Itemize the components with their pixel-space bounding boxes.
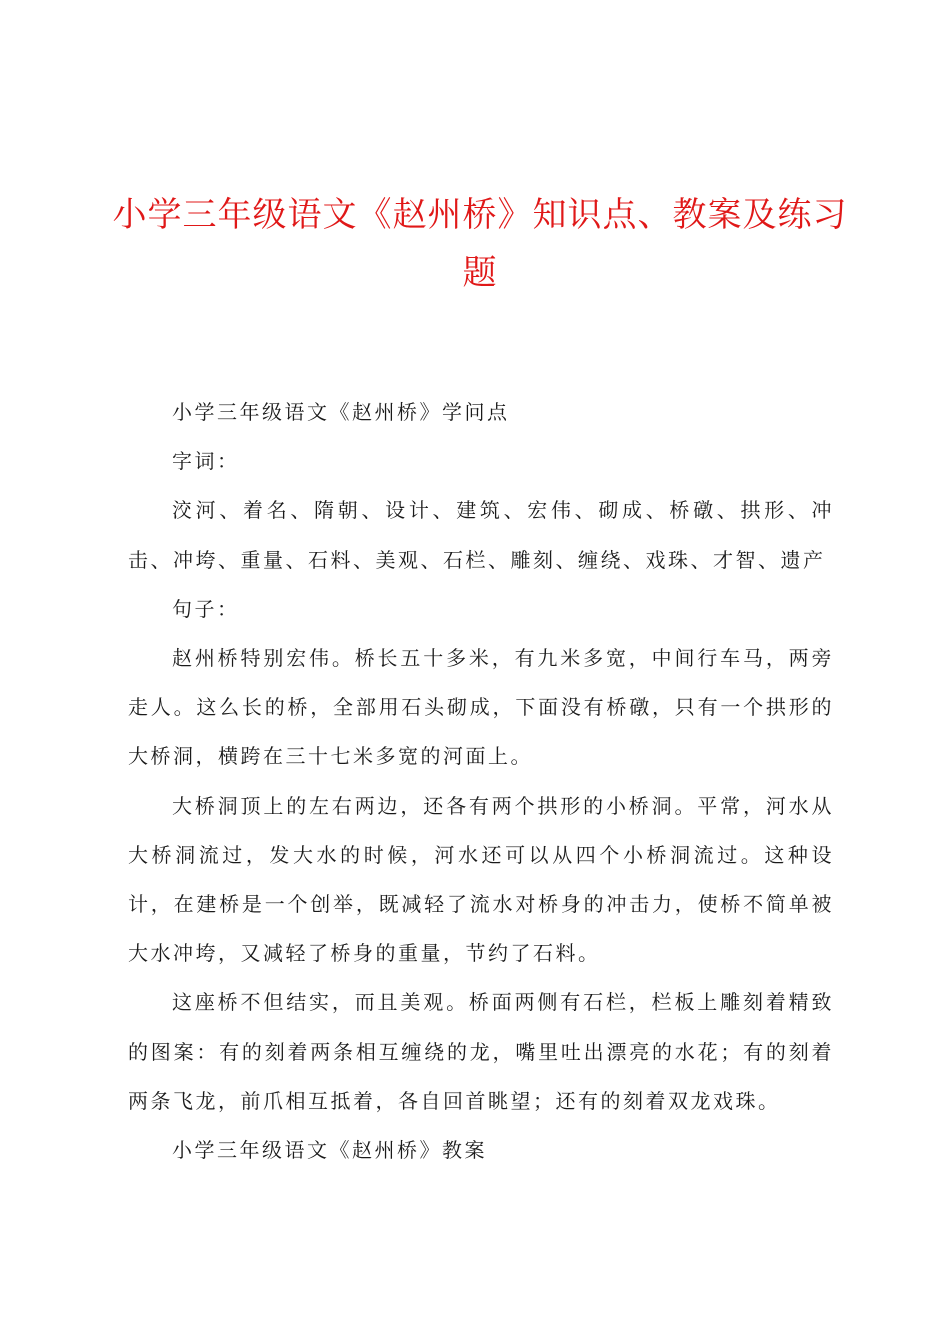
section-heading-lesson-plan: 小学三年级语文《赵州桥》教案	[172, 1138, 487, 1163]
subheading-vocabulary: 字词：	[172, 449, 240, 474]
section-heading-knowledge-points: 小学三年级语文《赵州桥》学问点	[172, 400, 510, 424]
subheading-sentences: 句子：	[172, 596, 240, 621]
document-body	[128, 388, 834, 1175]
paragraph-bridge-description: 赵州桥特别宏伟。桥长五十多米，有九米多宽，中间行车马，两旁走人。这么长的桥，全部用石头砌成，下面没有桥礅，只有一个拱形的大桥洞，横跨在三十七米多宽的河面上。	[128, 646, 834, 769]
paragraph-bridge-design: 大桥洞顶上的左右两边，还各有两个拱形的小桥洞。平常，河水从大桥洞流过，发大水的时候，河水还可以从四个小桥洞流过。这种设计，在建桥是一个创举，既减轻了流水对桥身的冲击力，使桥不简单被大水冲垮，又减轻了桥身的重量，节约了石料。	[128, 793, 834, 966]
vocabulary-list: 洨河、着名、隋朝、设计、建筑、宏伟、砌成、桥礅、拱形、冲击、冲垮、重量、石料、美观、石栏、雕刻、缠绕、戏珠、才智、遗产	[128, 498, 834, 572]
document-title: 小学三年级语文《赵州桥》知识点、教案及练习题	[112, 195, 848, 293]
paragraph-bridge-beauty: 这座桥不但结实，而且美观。桥面两侧有石栏，栏板上雕刻着精致的图案：有的刻着两条相互缠绕的龙，嘴里吐出漂亮的水花；有的刻着两条飞龙，前爪相互抵着，各自回首眺望；还有的刻着双龙戏珠。	[128, 990, 834, 1113]
